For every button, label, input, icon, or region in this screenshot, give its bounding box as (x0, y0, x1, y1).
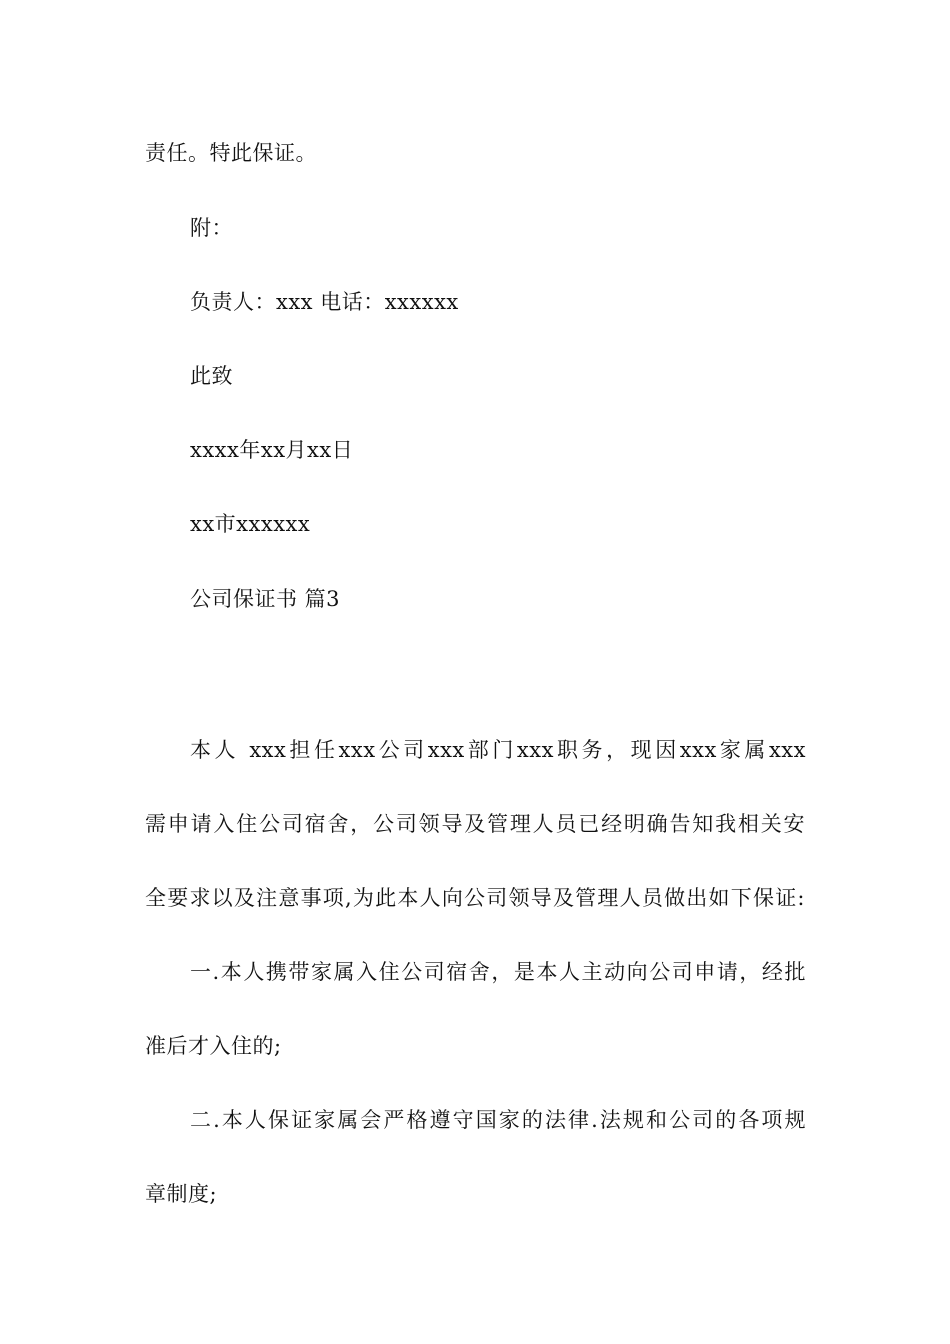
text-line-responsibility: 责任。特此保证。 (145, 141, 317, 165)
paragraph-line: 本人 xxx担任xxx公司xxx部门xxx职务，现因xxx家属xxx (190, 738, 806, 762)
paragraph-line: 需申请入住公司宿舍，公司领导及管理人员已经明确告知我相关安 (145, 812, 805, 836)
paragraph-line: 二.本人保证家属会严格遵守国家的法律.法规和公司的各项规 (190, 1108, 806, 1132)
text-line-salutation: 此致 (190, 364, 233, 388)
paragraph-line: 一.本人携带家属入住公司宿舍，是本人主动向公司申请，经批 (190, 960, 806, 984)
paragraph-line: 全要求以及注意事项,为此本人向公司领导及管理人员做出如下保证: (145, 886, 805, 910)
paragraph-line: 章制度; (145, 1182, 218, 1206)
text-line-city: xx市xxxxxx (190, 512, 311, 536)
text-line-attachment: 附： (190, 216, 233, 240)
text-line-contact: 负责人：xxx 电话：xxxxxx (190, 290, 459, 314)
section-title: 公司保证书 篇3 (190, 587, 341, 611)
text-line-date: xxxx年xx月xx日 (190, 438, 354, 462)
paragraph-line: 准后才入住的; (145, 1034, 282, 1058)
